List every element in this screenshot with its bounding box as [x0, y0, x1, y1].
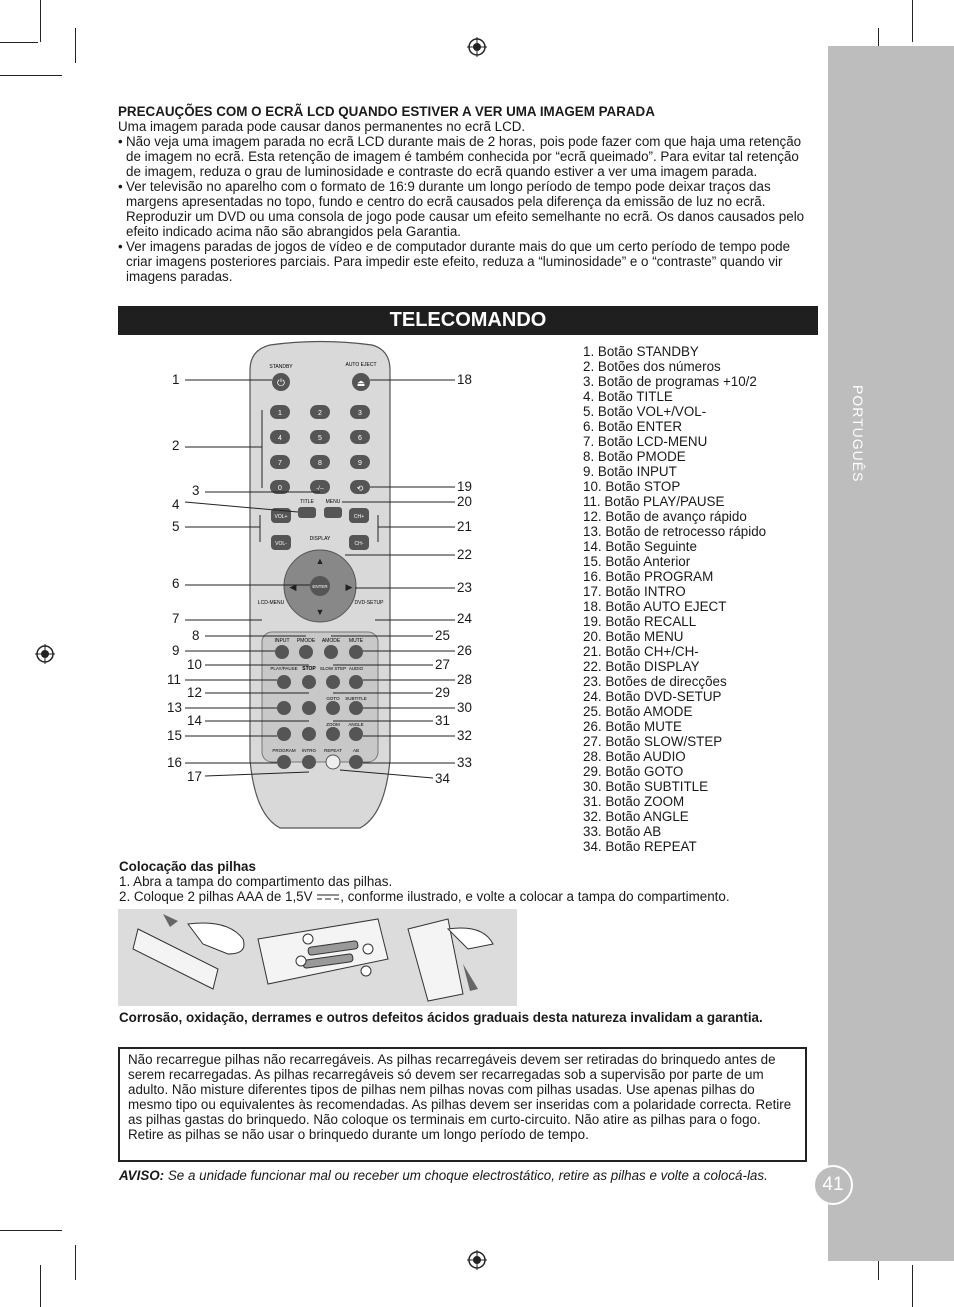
button-list-item: 8. Botão PMODE [583, 449, 686, 464]
crop-mark [0, 42, 38, 43]
button-list-item: 33. Botão AB [583, 824, 662, 839]
button-list-item: 27. Botão SLOW/STEP [583, 734, 723, 749]
svg-text:PLAY/PAUSE: PLAY/PAUSE [270, 666, 298, 671]
svg-text:34: 34 [435, 771, 450, 786]
svg-text:2: 2 [318, 410, 322, 417]
svg-text:17: 17 [187, 769, 202, 784]
button-list-item: 20. Botão MENU [583, 629, 684, 644]
svg-text:1: 1 [278, 410, 282, 417]
auto-eject-label: AUTO EJECT [345, 362, 377, 368]
button-list-item: 14. Botão Seguinte [583, 539, 697, 554]
svg-text:11: 11 [167, 672, 181, 687]
button-list-item: 10. Botão STOP [583, 479, 681, 494]
button-list-item: 7. Botão LCD-MENU [583, 434, 708, 449]
button-list-item: 28. Botão AUDIO [583, 749, 686, 764]
svg-text:19: 19 [457, 479, 472, 494]
battery-step-1: 1. Abra a tampa do compartimento das pilhas. [119, 874, 393, 889]
remote-control-diagram [160, 340, 480, 835]
button-list-item: 11. Botão PLAY/PAUSE [583, 494, 725, 509]
svg-text:ENTER: ENTER [312, 584, 328, 589]
button-list-item: 1. Botão STANDBY [583, 344, 699, 359]
svg-text:1: 1 [172, 372, 180, 387]
crop-mark [75, 1245, 76, 1280]
svg-text:6: 6 [358, 435, 362, 442]
svg-text:23: 23 [457, 580, 472, 595]
standby-label: STANDBY [269, 364, 293, 370]
button-list-item: 23. Botões de direcções [583, 674, 727, 689]
svg-text:8: 8 [192, 628, 200, 643]
svg-text:▼: ▼ [315, 607, 325, 617]
button-list-item: 5. Botão VOL+/VOL- [583, 404, 707, 419]
battery-step-2: 2. Coloque 2 pilhas AAA de 1,5V , conforme ilustrado, e volte a colocar a tampa do compartimento. [119, 889, 730, 904]
button-list-item: 31. Botão ZOOM [583, 794, 685, 809]
svg-text:5: 5 [172, 519, 180, 534]
svg-text:2: 2 [172, 438, 180, 453]
crop-mark [40, 1265, 41, 1307]
corrosion-note: Corrosão, oxidação, derrames e outros defeitos ácidos graduais desta natureza invalidam a garantia. [119, 1010, 763, 1025]
svg-text:MENU: MENU [325, 499, 341, 505]
button-list-item: 6. Botão ENTER [583, 419, 682, 434]
svg-text:⟲: ⟲ [356, 484, 364, 493]
svg-text:INTRO: INTRO [302, 748, 316, 753]
aviso-text: Se a unidade funcionar mal ou receber um choque electrostático, retire as pilhas e volte a colocá-las. [164, 1168, 768, 1183]
svg-text:9: 9 [172, 643, 180, 658]
svg-text:DVD-SETUP: DVD-SETUP [354, 600, 384, 606]
crop-mark [75, 28, 76, 63]
svg-text:▲: ▲ [315, 556, 325, 566]
button-list [583, 344, 766, 854]
battery-heading: Colocação das pilhas [119, 859, 256, 874]
svg-text:AB: AB [352, 748, 360, 753]
button-list-item: 12. Botão de avanço rápido [583, 509, 747, 524]
button-list-item: 4. Botão TITLE [583, 389, 673, 404]
button-list-item: 25. Botão AMODE [583, 704, 693, 719]
svg-text:13: 13 [167, 700, 182, 715]
svg-text:AMODE: AMODE [321, 638, 341, 644]
svg-text:SUBTITLE: SUBTITLE [345, 696, 367, 701]
svg-text:31: 31 [435, 713, 450, 728]
svg-text:14: 14 [187, 713, 202, 728]
svg-text:AUDIO: AUDIO [348, 666, 364, 671]
svg-text:-/--: -/-- [316, 486, 324, 492]
button-list-item: 34. Botão REPEAT [583, 839, 697, 854]
svg-text:⏏: ⏏ [356, 378, 366, 388]
svg-text:SLOW STEP: SLOW STEP [319, 666, 347, 671]
crop-mark [912, 0, 913, 42]
svg-text:DISPLAY: DISPLAY [309, 536, 331, 542]
button-list-item: 21. Botão CH+/CH- [583, 644, 699, 659]
button-list-item: 26. Botão MUTE [583, 719, 682, 734]
svg-text:⏻: ⏻ [277, 378, 285, 389]
svg-text:REPEAT: REPEAT [324, 748, 342, 753]
svg-text:▶: ▶ [345, 582, 353, 592]
svg-text:TITLE: TITLE [300, 499, 314, 505]
button-list-item: 18. Botão AUTO EJECT [583, 599, 727, 614]
svg-text:INPUT: INPUT [274, 638, 290, 644]
precautions-heading: PRECAUÇÕES COM O ECRÃ LCD QUANDO ESTIVER A VER UMA IMAGEM PARADA [118, 104, 655, 119]
registration-mark-icon [35, 644, 55, 664]
svg-text:PMODE: PMODE [296, 638, 316, 644]
svg-text:CH+: CH+ [353, 514, 365, 520]
svg-text:29: 29 [435, 685, 450, 700]
svg-text:LCD-MENU: LCD-MENU [257, 600, 285, 606]
crop-mark [40, 0, 41, 42]
svg-text:0: 0 [278, 485, 282, 492]
button-list-item: 13. Botão de retrocesso rápido [583, 524, 767, 539]
svg-text:25: 25 [435, 628, 450, 643]
svg-text:3: 3 [192, 483, 200, 498]
precautions-section [118, 104, 813, 284]
svg-text:7: 7 [278, 460, 282, 467]
language-label: PORTUGUÊS [850, 385, 866, 483]
svg-text:18: 18 [457, 372, 472, 387]
svg-text:27: 27 [435, 657, 450, 672]
svg-text:◀: ◀ [289, 582, 297, 592]
battery-section [119, 859, 819, 904]
svg-text:CH-: CH- [354, 541, 364, 547]
button-list-item: 24. Botão DVD-SETUP [583, 689, 722, 704]
svg-text:STOP: STOP [302, 666, 316, 672]
button-list-item: 32. Botão ANGLE [583, 809, 689, 824]
button-list-item: 15. Botão Anterior [583, 554, 691, 569]
svg-text:VOL+: VOL+ [274, 514, 288, 520]
language-sidebar [828, 46, 954, 1261]
aviso-label: AVISO: [119, 1168, 165, 1183]
svg-text:ANGLE: ANGLE [348, 722, 364, 727]
section-title: TELECOMANDO [118, 306, 818, 335]
svg-text:ZOOM: ZOOM [326, 722, 340, 727]
battery-installation-illustration [118, 909, 517, 1006]
svg-text:20: 20 [457, 494, 472, 509]
crop-mark [0, 75, 62, 76]
svg-text:33: 33 [457, 755, 472, 770]
svg-text:MUTE: MUTE [348, 638, 364, 644]
svg-text:12: 12 [187, 685, 202, 700]
button-list-item: 2. Botões dos números [583, 359, 721, 374]
precaution-bullet: • Não veja uma imagem parada no ecrã LCD durante mais de 2 horas, pois pode fazer com que haja uma retenção de imagem no ecrã. Esta retenção de imagem é também conhecida por “ecrã queimado”. Para evitar tal retenção de imagem, reduza o grau de luminosidade e contraste do ecrã quando estiver a ver uma imagem parada. [118, 134, 813, 179]
page-number: 41 [813, 1165, 853, 1205]
crop-mark [912, 1265, 913, 1307]
button-list-item: 22. Botão DISPLAY [583, 659, 700, 674]
aviso-note [119, 1168, 799, 1183]
precaution-bullet: • Ver imagens paradas de jogos de vídeo e de computador durante mais do que um certo período de tempo pode criar imagens posteriores parciais. Para impedir este efeito, reduza a “luminosidade” e o “contraste” quando vir imagens paradas. [118, 239, 813, 284]
battery-warning-box: Não recarregue pilhas não recarregáveis. As pilhas recarregáveis devem ser retiradas do brinquedo antes de serem recarregadas. As pilhas recarregáveis só devem ser recarregadas sob a supervisão por parte de um adulto. Não misture diferentes tipos de pilhas nem pilhas novas com pilhas usadas. Use apenas pilhas do mesmo tipo ou equivalentes às recomendadas. As pilhas devem ser inseridas com a polaridade correcta. Retire as pilhas gastas do brinquedo. Não coloque os terminais em curto-circuito. Não atire as pilhas para o fogo. Retire as pilhas se não usar o brinquedo durante um longo período de tempo. [118, 1047, 807, 1162]
precaution-bullet: • Ver televisão no aparelho com o formato de 16:9 durante um longo período de tempo pode deixar traços das margens apresentadas no topo, fundo e centro do ecrã causados pela diferença da emissão de luz no ecrã. Reproduzir um DVD ou uma consola de jogo pode causar um efeito semelhante no ecrã. Os danos causados pelo efeito indicado acima não são abrangidos pela Garantia. [118, 179, 813, 239]
button-list-item: 29. Botão GOTO [583, 764, 684, 779]
svg-text:GOTO: GOTO [326, 696, 340, 701]
dc-symbol-icon [316, 893, 340, 901]
svg-text:10: 10 [187, 657, 202, 672]
svg-text:22: 22 [457, 547, 472, 562]
crop-mark [0, 1230, 62, 1231]
svg-text:28: 28 [457, 672, 472, 687]
svg-text:21: 21 [457, 519, 472, 534]
svg-text:VOL-: VOL- [275, 541, 287, 547]
svg-text:15: 15 [167, 728, 182, 743]
button-list-item: 9. Botão INPUT [583, 464, 677, 479]
precautions-intro: Uma imagem parada pode causar danos permanentes no ecrã LCD. [118, 119, 526, 134]
svg-text:32: 32 [457, 728, 472, 743]
svg-text:8: 8 [318, 460, 322, 467]
button-list-item: 19. Botão RECALL [583, 614, 697, 629]
svg-text:7: 7 [172, 611, 180, 626]
button-list-item: 3. Botão de programas +10/2 [583, 374, 757, 389]
svg-text:4: 4 [278, 435, 282, 442]
svg-text:26: 26 [457, 643, 472, 658]
svg-text:5: 5 [318, 435, 322, 442]
svg-text:24: 24 [457, 611, 472, 626]
button-list-item: 30. Botão SUBTITLE [583, 779, 709, 794]
registration-mark-icon [467, 1250, 487, 1270]
svg-text:9: 9 [358, 460, 362, 467]
button-list-item: 17. Botão INTRO [583, 584, 686, 599]
svg-text:4: 4 [172, 497, 180, 512]
svg-text:PROGRAM: PROGRAM [272, 748, 296, 753]
svg-text:30: 30 [457, 700, 472, 715]
svg-text:3: 3 [358, 410, 362, 417]
svg-text:6: 6 [172, 576, 180, 591]
button-list-item: 16. Botão PROGRAM [583, 569, 714, 584]
registration-mark-icon [467, 37, 487, 57]
svg-text:16: 16 [167, 755, 182, 770]
